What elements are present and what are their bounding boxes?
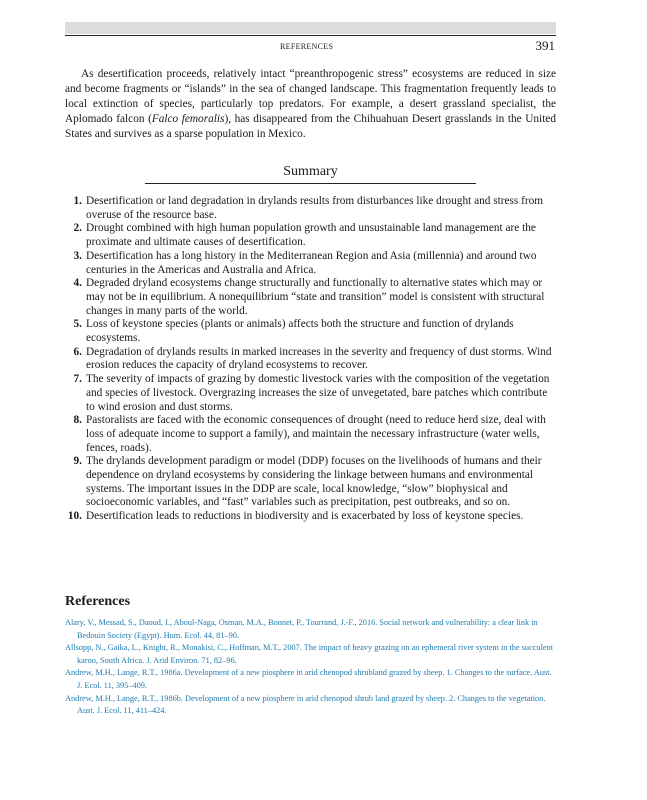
summary-item-number: 7.: [73, 373, 82, 386]
summary-item: [73, 195, 556, 222]
page-number: 391: [535, 38, 555, 53]
summary-item: [73, 318, 556, 345]
summary-item: [73, 249, 556, 277]
summary-list: [67, 195, 556, 524]
summary-item: [73, 414, 556, 455]
reference-entry[interactable]: Alary, V., Messad, S., Daoud, I., Aboul-Naga, Osman, M.A., Bonnet, P., Tourrand, J.-F., 2016. Social network and vulnerability: a clear link in Bedouin Society (Egypt). Hum. Ecol. 44, 81–90.: [65, 618, 538, 640]
references-title: References: [65, 594, 131, 609]
summary-item-text: Desertification or land degradation in drylands results from disturbances like drought and stress from overuse of the resource base.: [86, 195, 544, 221]
summary-item-text: The drylands development paradigm or model (DDP) focuses on the livelihoods of humans and their dependence on dryland ecosystems by considering the linkage between humans and environmental systems. The important issues in the DDP are scale, local knowledge, “slow” biophysical and socioeconomic variables, and “fast” variables such as precipitation, pest outbreaks, and so on.: [86, 455, 542, 509]
summary-item-number: 9.: [73, 455, 82, 468]
summary-item: [73, 345, 556, 373]
species-name: Falco femoralis: [151, 113, 225, 125]
summary-item-number: 3.: [73, 249, 82, 262]
header-bar: [65, 22, 556, 34]
summary-item-text: Desertification leads to reductions in biodiversity and is exacerbated by loss of keystone species.: [86, 510, 524, 523]
reference-entry[interactable]: Andrew, M.H., Lange, R.T., 1986b. Development of a new piosphere in arid chenopod shrub land grazed by sheep. 2. Changes to the vegetation. Aust. J. Ecol. 11, 411–424.: [65, 693, 546, 716]
intro-text-a: As desertification proceeds, relatively intact “preanthropogenic stress” ecosystems are reduced in size and become fragments or “islands” in the sea of changed landscape. This fragmentation frequently leads to local extinction of species, particularly top predators. For example, a desert grassland specialist, the Aplomado falcon (: [65, 68, 556, 125]
summary-item-number: 10.: [67, 510, 82, 523]
summary-item-text: Drought combined with high human population growth and unsustainable land management are the proximate and ultimate causes of desertification.: [86, 222, 536, 249]
summary-item-text: Degraded dryland ecosystems change structurally and functionally to alternative states which may or may not be in equilibrium. A nonequilibrium “state and transition” model is consistent with structural changes in many parts of the world.: [86, 277, 545, 317]
summary-item-text: The severity of impacts of grazing by domestic livestock varies with the composition of the vegetation and species of livestock. Overgrazing increases the size of unvegetated, bare patches which contribute to wind erosion and dust storms.: [86, 373, 550, 413]
summary-item-text: Degradation of drylands results in marked increases in the severity and frequency of dust storms. Wind erosion reduces the capacity of dryland ecosystems to recover.: [86, 345, 552, 372]
reference-entry[interactable]: Allsopp, N., Gaika, L., Knight, R., Monakisi, C., Hoffman, M.T., 2007. The impact of heavy grazing on an ephemeral river system in the succulent karoo, South Africa. J. Arid Environ. 71, 82–96.: [65, 643, 554, 665]
summary-item-number: 4.: [73, 277, 82, 290]
intro-text-b: ), has disappeared from the Chihuahuan Desert grasslands in the United States and survives as a sparse population in Mexico.: [65, 113, 556, 140]
summary-item-number: 6.: [73, 345, 82, 358]
summary-item: [67, 510, 556, 524]
summary-item: [73, 373, 556, 414]
reference-entry[interactable]: Andrew, M.H., Lange, R.T., 1986a. Development of a new piosphere in arid chenopod shrubland grazed by sheep. 1. Changes to the surface. Aust. J. Ecol. 11, 395–409.: [65, 668, 552, 690]
summary-item-text: Pastoralists are faced with the economic consequences of drought (need to reduce herd size, deal with loss of adequate income to support a family), and maintain the necessary infrastructure (water wells, fences, roads).: [86, 414, 546, 454]
summary-item-number: 1.: [73, 195, 82, 207]
summary-item-number: 5.: [73, 318, 82, 331]
summary-item-text: Loss of keystone species (plants or animals) affects both the structure and function of drylands ecosystems.: [86, 318, 514, 345]
summary-rule: [145, 183, 476, 184]
summary-item-number: 2.: [73, 222, 82, 235]
summary-item: [73, 277, 556, 318]
summary-item: [73, 455, 556, 510]
summary-item-number: 8.: [73, 414, 82, 427]
summary-item-text: Desertification has a long history in the Mediterranean Region and Asia (millennia) and around two centuries in the Americas and Australia and Africa.: [86, 249, 537, 276]
summary-title: Summary: [283, 164, 338, 179]
running-head: REFERENCES: [280, 42, 334, 51]
references-list: [65, 617, 556, 718]
header-rule: [65, 35, 556, 36]
summary-item: [73, 222, 556, 249]
intro-paragraph: [65, 67, 556, 142]
